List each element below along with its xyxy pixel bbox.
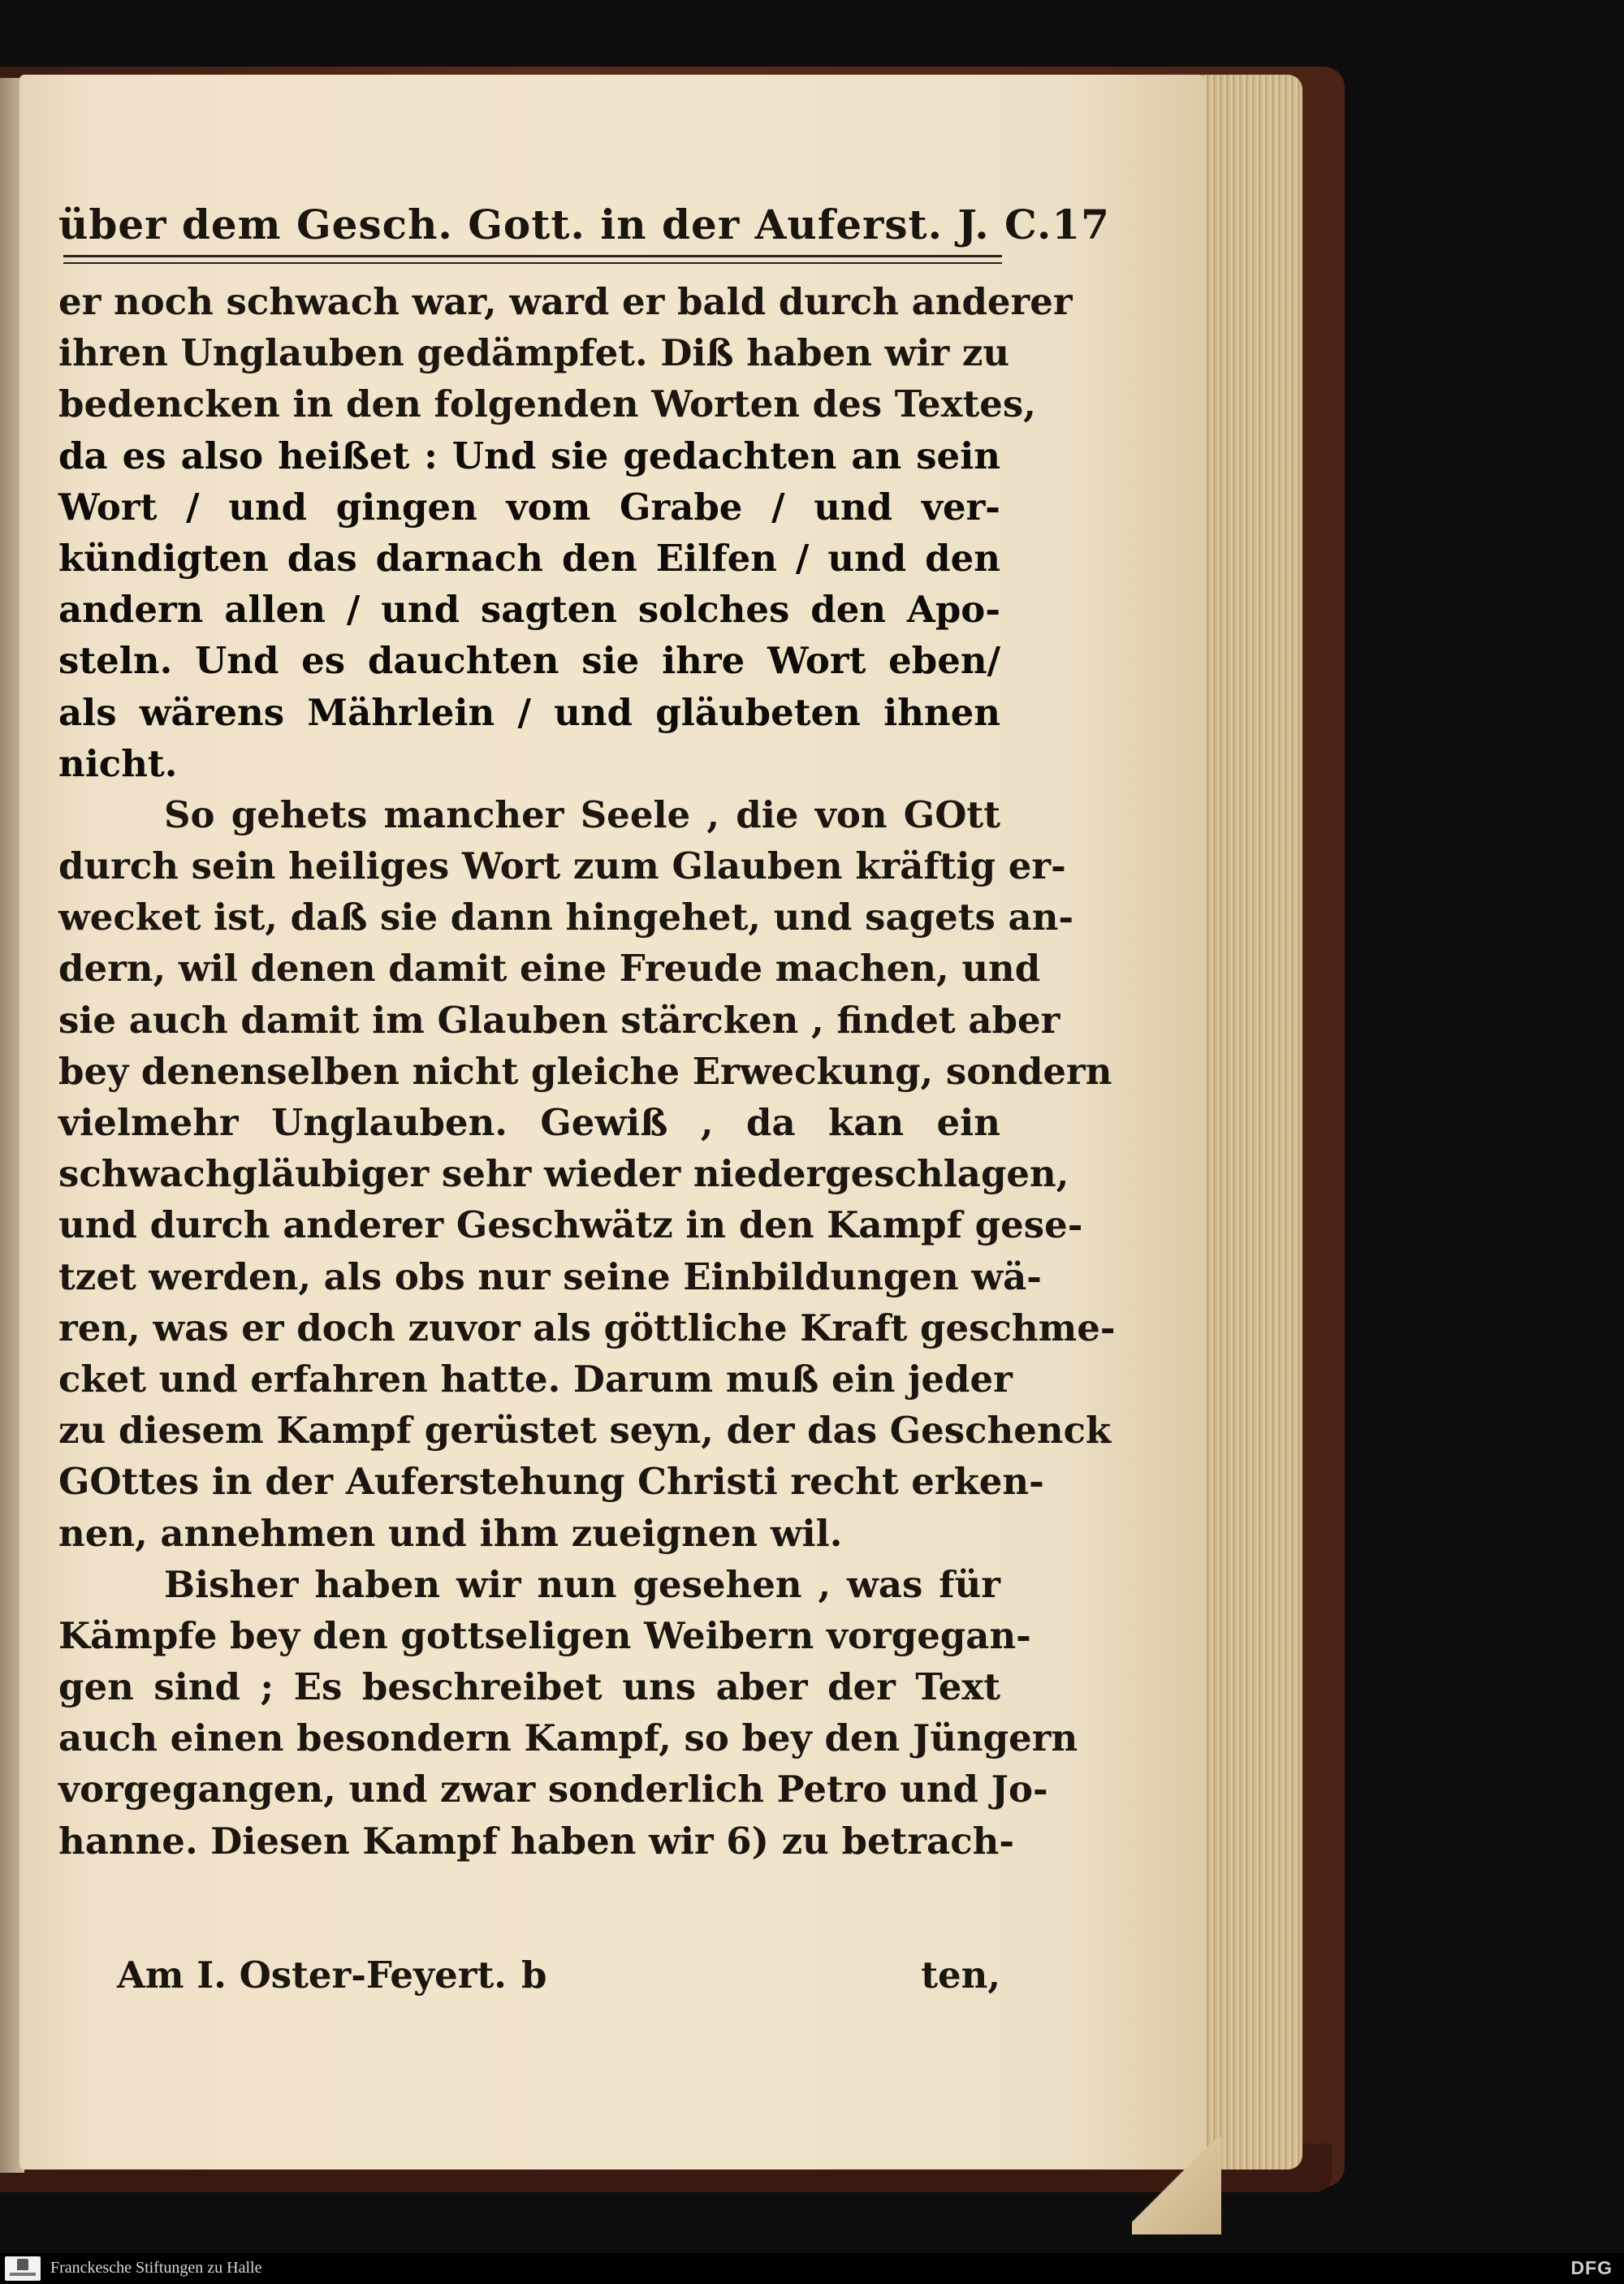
text-line: hanne. Diesen Kampf haben wir 6) zu betrach- [58, 1819, 1015, 1863]
text-line: ren, was er doch zuvor als göttliche Kraft geschme- [58, 1306, 1116, 1349]
text-line: nicht. [58, 741, 178, 785]
institution-logo-icon [5, 2256, 41, 2281]
text-line: als wärens Mährlein / und gläubeten ihnen [58, 690, 1000, 734]
text-line: sie auch damit im Glauben stärcken , findet aber [58, 998, 1060, 1042]
text-line: kündigten das darnach den Eilfen / und den [58, 536, 1000, 580]
dfg-logo: DFG [1570, 2257, 1613, 2278]
text-block [58, 276, 1116, 1867]
text-line: er noch schwach war, ward er bald durch anderer [58, 280, 1073, 323]
text-line: da es also heißet : Und sie gedachten an sein [58, 434, 1000, 477]
text-line: steln. Und es dauchten sie ihre Wort eben/ [58, 639, 1000, 683]
institution-name: Franckesche Stiftungen zu Halle [50, 2259, 262, 2277]
page-number: 17 [1052, 201, 1110, 248]
text-line: auch einen besondern Kampf, so bey den Jüngern [58, 1716, 1078, 1760]
signature-mark: b [521, 1954, 547, 1997]
text-line: wecket ist, daß sie dann hingehet, und sagets an- [58, 896, 1074, 939]
page-corner-fold [1132, 2137, 1221, 2234]
text-line: Bisher haben wir nun gesehen , was für [164, 1562, 1000, 1606]
text-line: gen sind ; Es beschreibet uns aber der Text [58, 1665, 1000, 1709]
text-line: zu diesem Kampf gerüstet seyn, der das Geschenck [58, 1409, 1112, 1453]
text-line: GOttes in der Auferstehung Christi recht erken- [58, 1460, 1044, 1504]
text-line: durch sein heiliges Wort zum Glauben kräftig er- [58, 844, 1066, 888]
feast-day-label: Am I. Oster-Feyert. [117, 1954, 507, 1997]
text-line: vorgegangen, und zwar sonderlich Petro und Jo- [58, 1768, 1048, 1811]
text-line: Kämpfe bey den gottseligen Weibern vorgegan- [58, 1613, 1031, 1657]
text-line: tzet werden, als obs nur seine Einbildungen wä- [58, 1254, 1042, 1298]
catchword: ten, [921, 1954, 1000, 1997]
text-line: vielmehr Unglauben. Gewiß , da kan ein [58, 1101, 1000, 1144]
text-line: So gehets mancher Seele , die von GOtt [164, 792, 1000, 836]
catchline [58, 1954, 1000, 2010]
text-line: ihren Unglauben gedämpfet. Diß haben wir zu [58, 331, 1010, 375]
text-line: und durch anderer Geschwätz in den Kampf gese- [58, 1203, 1083, 1247]
text-line: bedencken in den folgenden Worten des Textes, [58, 382, 1036, 426]
text-line: bey denenselben nicht gleiche Erweckung, sondern [58, 1049, 1112, 1093]
text-line: dern, wil denen damit eine Freude machen, und [58, 947, 1041, 991]
header-rule [63, 255, 1002, 264]
text-line: schwachgläubiger sehr wieder niedergeschlagen, [58, 1152, 1069, 1196]
running-head [58, 183, 1110, 248]
text-line: andern allen / und sagten solches den Apo- [58, 588, 1000, 632]
text-line: cket und erfahren hatte. Darum muß ein jeder [58, 1357, 1013, 1401]
text-line: Wort / und gingen vom Grabe / und ver- [58, 485, 1000, 529]
running-head-title: über dem Gesch. Gott. in der Auferst. J. C. [58, 201, 1052, 248]
text-line: nen, annehmen und ihm zueignen wil. [58, 1511, 843, 1555]
footer-bar [0, 2253, 1624, 2284]
